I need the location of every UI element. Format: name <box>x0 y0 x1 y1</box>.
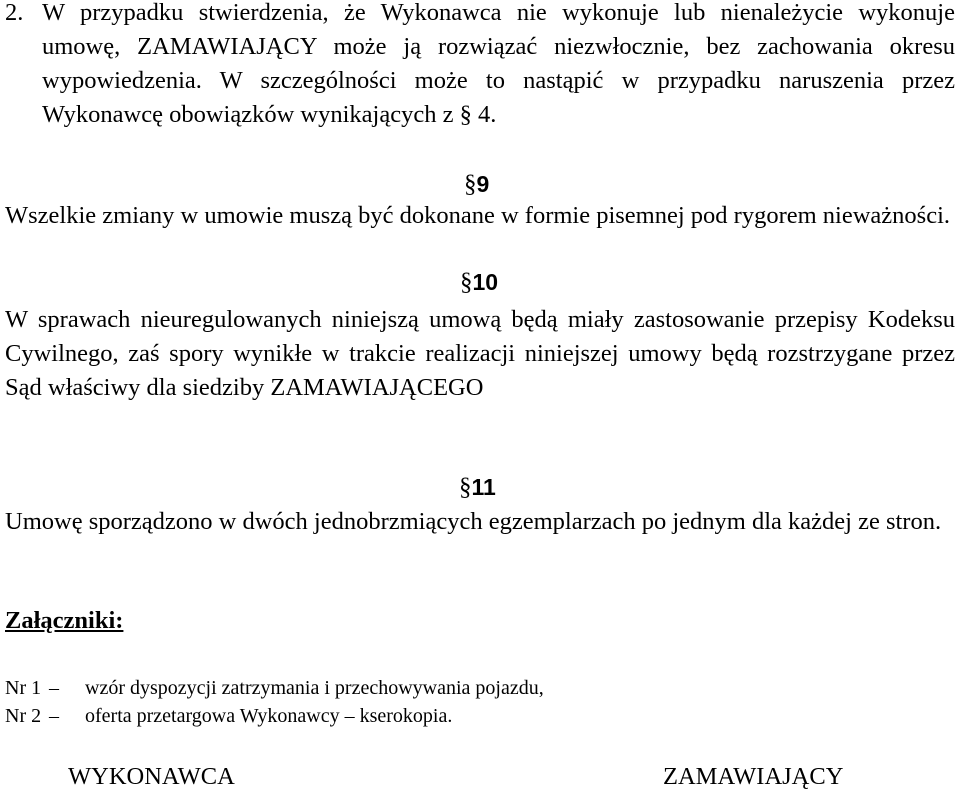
section-number: 9 <box>476 171 490 197</box>
attachment-text: wzór dyspozycji zatrzymania i przechowywania pojazdu, <box>85 677 544 699</box>
attachment-number: Nr 2 <box>5 705 42 727</box>
item-number: 2. <box>5 0 24 26</box>
section-9-text: Wszelkie zmiany w umowie muszą być dokonane w formie pisemnej pod rygorem nieważności. <box>5 202 951 229</box>
attachment-dash: – <box>49 677 59 699</box>
section-heading-11 <box>459 472 496 503</box>
attachments-heading: Załączniki: <box>5 607 124 634</box>
item-text: W przypadku stwierdzenia, że Wykonawca nie wykonuje lub nienależycie wykonuje umowę, ZAMAWIAJĄCY może ją rozwiązać niezwłocznie, bez zachowania okresu wypowiedzenia. W szczególności może to nastąpić w przypadku naruszenia przez Wykonawcę obowiązków wynikających z § 4. <box>42 0 955 128</box>
section-symbol: § <box>464 171 477 198</box>
clause-item-2 <box>5 0 955 132</box>
section-symbol: § <box>460 269 473 296</box>
section-10-text: W sprawach nieuregulowanych niniejszą umową będą miały zastosowanie przepisy Kodeksu Cywilnego, zaś spory wynikłe w trakcie realizacji niniejszej umowy będą rozstrzygane przez Sąd właściwy dla siedziby ZAMAWIAJĄCEGO <box>5 306 955 401</box>
section-number: 11 <box>471 474 496 500</box>
section-number: 10 <box>472 269 499 295</box>
attachment-dash: – <box>49 705 59 727</box>
attachment-number: Nr 1 <box>5 677 42 699</box>
signature-contractor: WYKONAWCA <box>68 763 235 790</box>
section-symbol: § <box>459 474 472 501</box>
attachment-text: oferta przetargowa Wykonawcy – kserokopia. <box>85 705 453 727</box>
section-heading-9 <box>464 169 489 200</box>
attachment-item <box>5 703 452 729</box>
section-11-text: Umowę sporządzono w dwóch jednobrzmiących egzemplarzach po jednym dla każdej ze stron. <box>5 508 942 535</box>
signature-ordering-party: ZAMAWIAJĄCY <box>663 763 844 790</box>
attachment-item <box>5 675 544 701</box>
section-heading-10 <box>460 267 498 298</box>
